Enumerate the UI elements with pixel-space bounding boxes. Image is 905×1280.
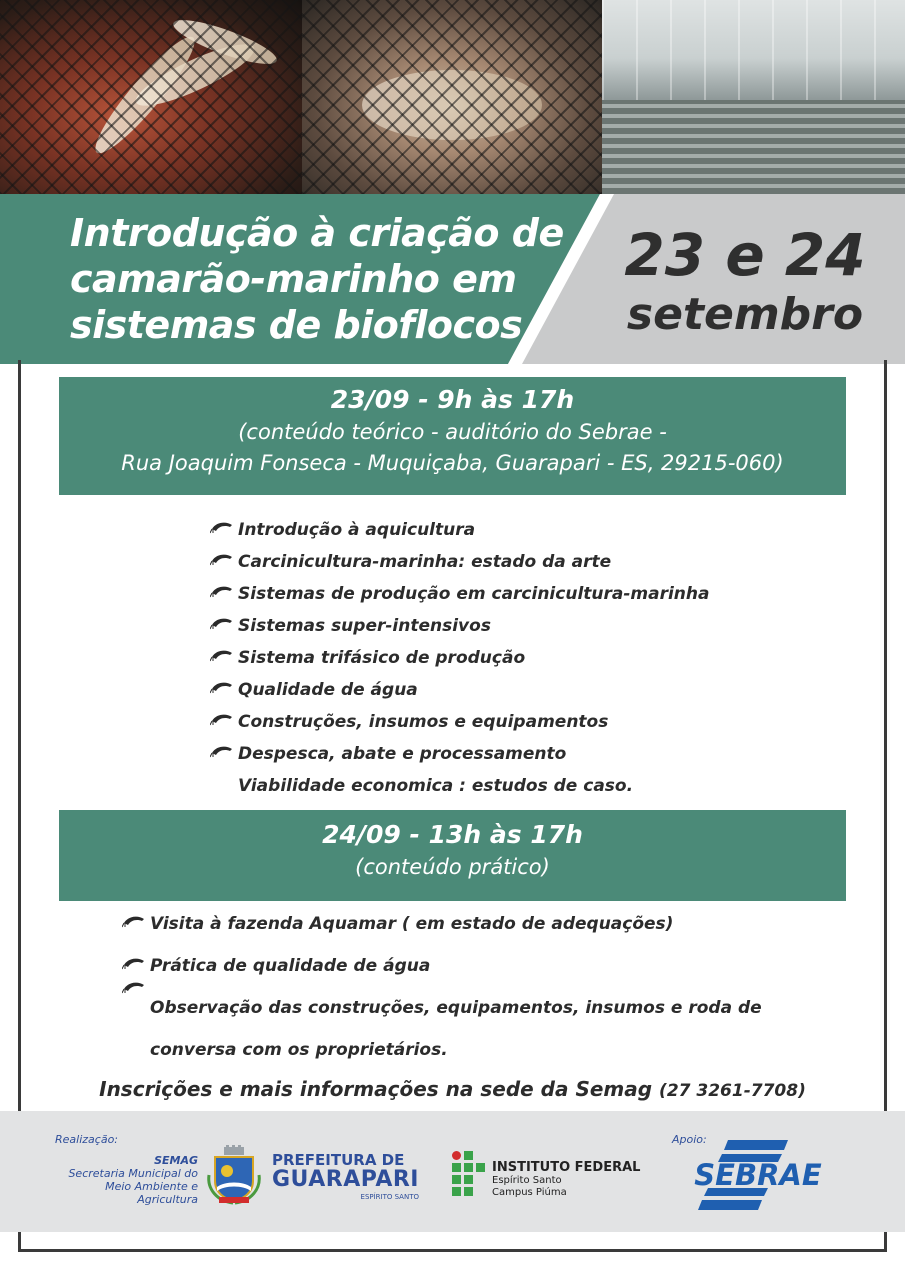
semag-abbr: SEMAG (154, 1154, 198, 1167)
pref-line3: ESPÍRITO SANTO (360, 1193, 419, 1201)
topic-text: Prática de qualidade de água (150, 956, 431, 976)
title-line: sistemas de bioflocos (70, 303, 523, 347)
topic-text: Viabilidade economica : estudos de caso. (238, 776, 634, 796)
prefeitura-logo (272, 1152, 419, 1202)
day1-heading: 23/09 - 9h às 17h (330, 385, 575, 414)
if-line3: Campus Piúma (492, 1187, 567, 1198)
shrimp-icon (122, 956, 146, 970)
topic-text: Construções, insumos e equipamentos (238, 712, 609, 732)
list-item (122, 952, 762, 994)
topic-text: Qualidade de água (238, 680, 418, 700)
shrimp-icon (210, 744, 234, 758)
page-title (70, 210, 590, 348)
day1-line1: (conteúdo teórico - auditório do Sebrae - (238, 420, 667, 444)
shrimp-icon (210, 648, 234, 662)
pref-line1: PREFEITURA DE (272, 1151, 405, 1169)
list-item (210, 516, 709, 548)
shrimp-icon (210, 680, 234, 694)
day2-line1: (conteúdo prático) (355, 855, 550, 879)
list-item (210, 548, 709, 580)
sebrae-wordmark: SEBRAE (694, 1158, 822, 1192)
topic-text: Despesca, abate e processamento (238, 744, 567, 764)
topic-text: Carcinicultura-marinha: estado da arte (238, 552, 612, 572)
sebrae-logo-icon (686, 1138, 830, 1210)
topic-text: conversa com os proprietários. (150, 1040, 448, 1060)
topic-text: Sistemas super-intensivos (238, 616, 491, 636)
shrimp-icon (122, 914, 146, 928)
apoio-label: Apoio: (672, 1133, 707, 1146)
shrimp-icon (122, 980, 146, 994)
day2-heading: 24/09 - 13h às 17h (322, 820, 583, 849)
list-item (210, 740, 709, 772)
semag-line2: Meio Ambiente e Agricultura (105, 1180, 198, 1206)
shrimp-icon (210, 712, 234, 726)
shrimp-icon (210, 552, 234, 566)
signup-info (0, 1077, 905, 1101)
event-dates (600, 222, 890, 342)
topic-text: Observação das construções, equipamentos, insumos e roda de (150, 998, 762, 1018)
topic-text: Sistema trifásico de produção (238, 648, 526, 668)
day1-address: Rua Joaquim Fonseca - Muquiçaba, Guarapari - ES, 29215-060) (121, 451, 784, 475)
if-line2: Espírito Santo (492, 1175, 562, 1186)
photo-shrimp-in-net (0, 0, 302, 194)
dates-days: 23 e 24 (624, 221, 866, 289)
topic-text: Sistemas de produção em carcinicultura-marinha (238, 584, 710, 604)
instituto-federal-logo (492, 1160, 640, 1199)
topic-text: Introdução à aquicultura (238, 520, 476, 540)
list-item (122, 994, 762, 1036)
list-item (210, 644, 709, 676)
list-item (210, 676, 709, 708)
day2-topic-list (122, 910, 762, 1078)
signup-text: Inscrições e mais informações na sede da Semag (99, 1077, 653, 1101)
shrimp-icon (210, 584, 234, 598)
list-item (122, 1036, 762, 1078)
shrimp-icon (210, 616, 234, 630)
realizacao-label: Realização: (55, 1133, 119, 1146)
list-item (210, 580, 709, 612)
photo-strip (0, 0, 905, 194)
pref-line2: GUARAPARI (272, 1167, 419, 1192)
signup-phone: (27 3261-7708) (659, 1081, 806, 1101)
if-logo-icon (452, 1151, 486, 1195)
semag-line1: Secretaria Municipal do (68, 1167, 198, 1180)
photo-shrimp-handful (302, 0, 602, 194)
if-line1: INSTITUTO FEDERAL (492, 1160, 641, 1175)
semag-block (50, 1154, 198, 1206)
list-item (210, 708, 709, 740)
title-line: Introdução à criação de (70, 211, 564, 255)
photo-biofloc-greenhouse (602, 0, 905, 194)
dates-month: setembro (626, 289, 864, 340)
shrimp-icon (210, 520, 234, 534)
crest-icon (205, 1145, 263, 1205)
day1-box (59, 377, 846, 495)
list-item (210, 612, 709, 644)
title-line: camarão-marinho em (70, 257, 517, 301)
day1-topic-list (210, 516, 709, 804)
list-item (122, 910, 762, 952)
day2-box (59, 810, 846, 901)
topic-text: Visita à fazenda Aquamar ( em estado de adequações) (150, 914, 674, 934)
list-item (210, 772, 709, 804)
